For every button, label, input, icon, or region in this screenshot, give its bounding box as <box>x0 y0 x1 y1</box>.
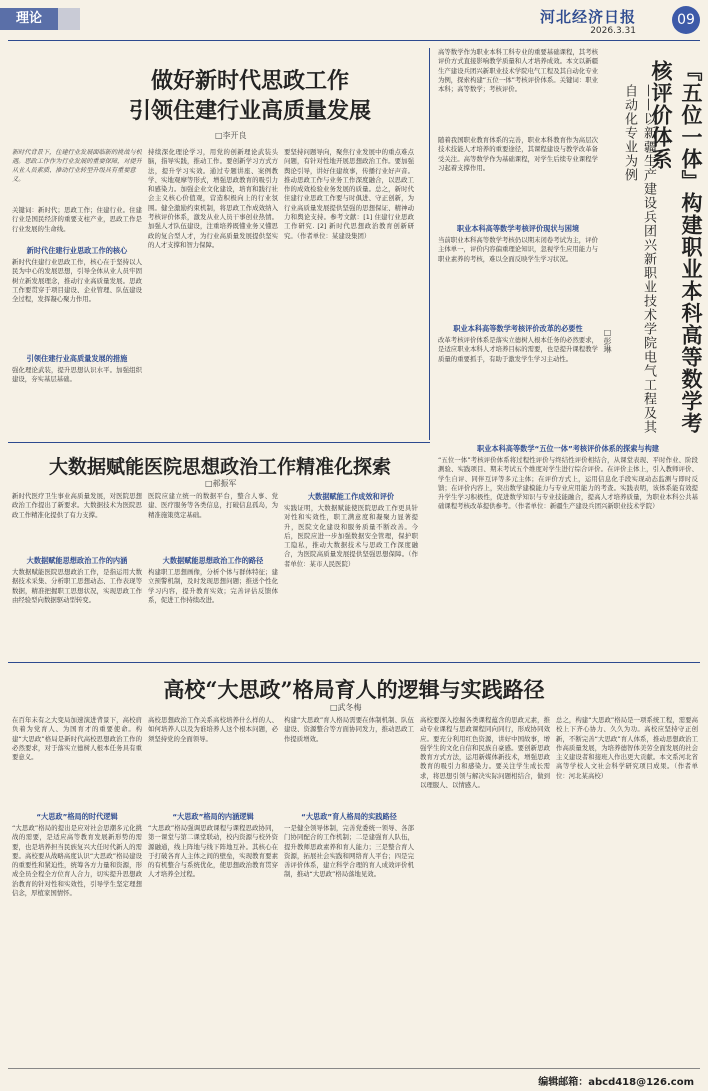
section-tab: 理论 <box>0 8 58 30</box>
article1-col1-mid: 新时代住建行业思政工作，核心在于坚持以人民为中心的发展思想，引导全体从业人员牢固树立新发展理念，推动行业高质量发展。思政工作要贯穿于项目建设、企业管理、队伍建设全过程，发挥凝心聚力作用。 <box>12 258 142 304</box>
article1-subhead-2: 引领住建行业高质量发展的措施 <box>26 354 128 363</box>
article2-abstract: 高等数学作为职业本科工科专业的重要基础课程，其考核评价方式直接影响教学质量和人才培养成效。本文以新疆生产建设兵团兴新职业技术学院电气工程及其自动化专业为例，探索构建“五位一体”考核评价体系。关键词：职业本科；高等数学；考核评价。 <box>438 48 598 94</box>
article4-subhead-3: “大思政”育人格局的实践路径 <box>301 812 397 821</box>
article2-intro: 随着我国职业教育体系的完善，职业本科教育作为高层次技术技能人才培养的重要途径，其课程建设与教学改革备受关注。高等数学作为基础课程，对学生后续专业课程学习起着支撑作用。 <box>438 136 598 172</box>
article3-col1-body: 大数据赋能医院思想政治工作，是指运用大数据技术采集、分析职工思想动态、工作表现等数据，精准把握职工思想状况，实现思政工作由经验型向数据驱动型转变。 <box>12 568 142 604</box>
header-rule <box>8 40 700 41</box>
article3-byline: □郝振军 <box>205 479 237 488</box>
article4-byline: □武冬梅 <box>330 703 362 712</box>
article4-col1-body: “大思政”格局的提出是应对社会思潮多元化挑战的需要，是适应高等教育发展新形势的需要，也是培养担当民族复兴大任时代新人的需要。高校要从战略高度认识“大思政”格局建设的重要性和紧迫性，统筹各方力量和资源，形成全员全程全方位育人合力，切实提升思想政治教育的针对性和实效性，引导学生坚定理想信念，厚植家国情怀。 <box>12 824 142 898</box>
article3-subhead-2: 大数据赋能思想政治工作的路径 <box>162 556 264 565</box>
article2-section3: “五位一体”考核评价体系将过程性评价与终结性评价相结合，从课堂表现、平时作业、阶段测验、实践项目、期末考试五个维度对学生进行综合评价。在评价主体上，引入教师评价、学生自评、同伴互评等多元主体；在评价方式上，运用信息化手段实现动态监测与即时反馈；在评价内容上，突出数学建模能力与专业应用能力的考查。实践表明，该体系能有效提升学生学习积极性，促进数学知识与专业技能融合，提高人才培养质量，为职业本科公共基础课程考核改革提供参考。（作者单位：新疆生产建设兵团兴新职业技术学院） <box>438 456 698 511</box>
article3-col2-body: 构建职工思想画像，分析个体与群体特征；建立预警机制，及时发现思想问题；推送个性化学习内容，提升教育实效；完善评估反馈体系，促进工作持续改进。 <box>148 568 278 604</box>
article3-col2-top: 医院应建立统一的数据平台，整合人事、党建、医疗服务等各类信息，打破信息孤岛，为精准施策奠定基础。 <box>148 492 278 519</box>
article1-abstract: 新时代背景下，住建行业发展面临新的挑战与机遇。思政工作作为行业发展的重要保障，对提升从业人员素质、推动行业转型升级具有重要意义。 <box>12 149 142 183</box>
article2-subhead-1: 职业本科高等数学考核评价现状与困境 <box>456 224 580 233</box>
editor-email: 编辑邮箱：abcd418@126.com <box>538 1077 694 1088</box>
article2-subtitle: ——以新疆生产建设兵团兴新职业技术学院电气工程及其自动化专业为例 <box>622 84 656 434</box>
page-number: 09 <box>672 6 700 34</box>
article4-col2-body: “大思政”格局强调思政课程与课程思政协同，第一课堂与第二课堂联动，校内资源与校外资源融通，线上阵地与线下阵地互补。其核心在于打破各育人主体之间的壁垒，实现教育要素的有机整合与系统优化，使思想政治教育贯穿人才培养全过程。 <box>148 824 278 879</box>
article2-section2: 改革考核评价体系是落实立德树人根本任务的必然要求，是适应职业本科人才培养目标的需要，也是提升课程教学质量的重要抓手，有助于激发学生学习主动性。 <box>438 336 598 363</box>
article1-col2: 持续深化理论学习，用党的创新理论武装头脑，指导实践，推动工作。要创新学习方式方法，提升学习实效。通过专题讲座、案例教学、实地观摩等形式，增强思政教育的吸引力和感染力。加强企业文化建设，培育和践行社会主义核心价值观，营造积极向上的行业氛围。健全激励约束机制，将思政工作成效纳入考核评价体系，激发从业人员干事创业热情。加强人才队伍建设，注重培养既懂业务又懂思政的复合型人才，为行业高质量发展提供坚实的人才支撑和智力保障。 <box>148 148 278 249</box>
article1-title-line1: 做好新时代思政工作 <box>150 68 349 94</box>
article1-col1-top: 关键词：新时代；思政工作；住建行业。住建行业是国民经济的重要支柱产业，思政工作是行业发展的生命线。 <box>12 206 142 233</box>
article2-subhead-3: 职业本科高等数学“五位一体”考核评价体系的探索与构建 <box>477 444 659 453</box>
section-rule-2 <box>8 662 700 663</box>
article1-subhead-1: 新时代住建行业思政工作的核心 <box>26 246 128 255</box>
article3-col3: 实践证明，大数据赋能使医院思政工作更具针对性和实效性，职工满意度和凝聚力显著提升，医院文化建设和服务质量不断改善。今后，医院应进一步加强数据安全管理，保护职工隐私，推动大数据技术与思政工作深度融合，为医院高质量发展提供坚强思想保障。（作者单位：某市人民医院） <box>284 504 418 568</box>
article2-subhead-2: 职业本科高等数学考核评价改革的必要性 <box>453 324 583 333</box>
article4-col5: 总之，构建“大思政”格局是一项系统工程，需要高校上下齐心协力、久久为功。高校应坚持守正创新，不断完善“大思政”育人体系，推动思想政治工作高质量发展，为培养德智体美劳全面发展的社会主义建设者和接班人作出更大贡献。本文系河北省高等学校人文社会科学研究项目成果。（作者单位：河北某高校） <box>556 716 698 780</box>
publication-date: 2026.3.31 <box>590 26 636 36</box>
article4-col3-body: 一是健全领导体制，完善党委统一领导、各部门协同配合的工作机制；二是建强育人队伍，提升教师思政素养和育人能力；三是整合育人资源，拓展社会实践和网络育人平台；四是完善评价体系，建立科学合理的育人成效评价机制，推动“大思政”格局落地见效。 <box>284 824 414 879</box>
article4-title: 高校“大思政”格局育人的逻辑与实践路径 <box>163 677 545 702</box>
article1-col1-bottom: 强化理论武装，提升思想认识水平。加强组织建设，夯实基层基础。 <box>12 366 142 384</box>
article2-title: 『五位一体』构建职业本科高等数学考核评价体系 <box>649 60 704 434</box>
section-decoration <box>58 8 80 30</box>
article3-col1-intro: 新时代医疗卫生事业高质量发展，对医院思想政治工作提出了新要求。大数据技术为医院思政工作精准化提供了有力支撑。 <box>12 492 142 519</box>
article3-title: 大数据赋能医院思想政治工作精准化探索 <box>48 456 391 478</box>
masthead: 河北经济日报 <box>539 8 636 26</box>
article4-col3-top: 构建“大思政”育人格局需要在体制机制、队伍建设、资源整合等方面协同发力，推动思政工作提质增效。 <box>284 716 414 743</box>
article4-subhead-2: “大思政”格局的内涵逻辑 <box>172 812 254 821</box>
article3-subhead-1: 大数据赋能思想政治工作的内涵 <box>26 556 128 565</box>
footer-rule <box>8 1068 700 1069</box>
article2-section1: 当前职业本科高等数学考核仍以期末闭卷考试为主，评价主体单一，评价内容偏重理论知识，忽视学生应用能力与职业素养的考核，难以全面反映学生学习状况。 <box>438 236 598 263</box>
article1-byline: □李开良 <box>215 131 247 140</box>
article4-subhead-1: “大思政”格局的时代逻辑 <box>36 812 118 821</box>
article2-byline: □彭琳 <box>603 328 612 353</box>
article1-col3: 要坚持问题导向，聚焦行业发展中的重点难点问题，有针对性地开展思想政治工作。要加强舆论引导，讲好住建故事，传播行业好声音。推动思政工作与业务工作深度融合，以思政工作的成效检验业务发展的质量。总之，新时代住建行业思政工作要与时俱进、守正创新，为行业高质量发展提供坚强的思想保证、精神动力和舆论支持。参考文献：[1] 住建行业思政工作研究. [2] 新时代思想政治教育创新研究。（作者单位：某建设集团） <box>284 148 414 240</box>
column-divider <box>429 48 430 440</box>
article3-subhead-4: 大数据赋能工作成效和评价 <box>307 492 395 501</box>
article4-col1-intro: 在百年未有之大变局加速演进背景下，高校肩负着为党育人、为国育才的重要使命。构建“大思政”格局是新时代高校思想政治工作的必然要求，对于落实立德树人根本任务具有重要意义。 <box>12 716 142 762</box>
article4-col4: 高校要深入挖掘各类课程蕴含的思政元素，推动专业课程与思政课程同向同行，形成协同效应。要充分利用红色资源，讲好中国故事，增强学生的文化自信和民族自豪感。要创新思政教育方式方法，运用新媒体新技术，增强思政教育的吸引力和感染力。要关注学生成长需求，将思想引领与解决实际问题相结合，做到以理服人、以情感人。 <box>420 716 550 790</box>
article1-title-line2: 引领住建行业高质量发展 <box>128 98 371 124</box>
section-rule-1 <box>8 442 430 443</box>
article4-col2-top: 高校思想政治工作关系高校培养什么样的人、如何培养人以及为谁培养人这个根本问题，必须坚持党的全面领导。 <box>148 716 278 743</box>
